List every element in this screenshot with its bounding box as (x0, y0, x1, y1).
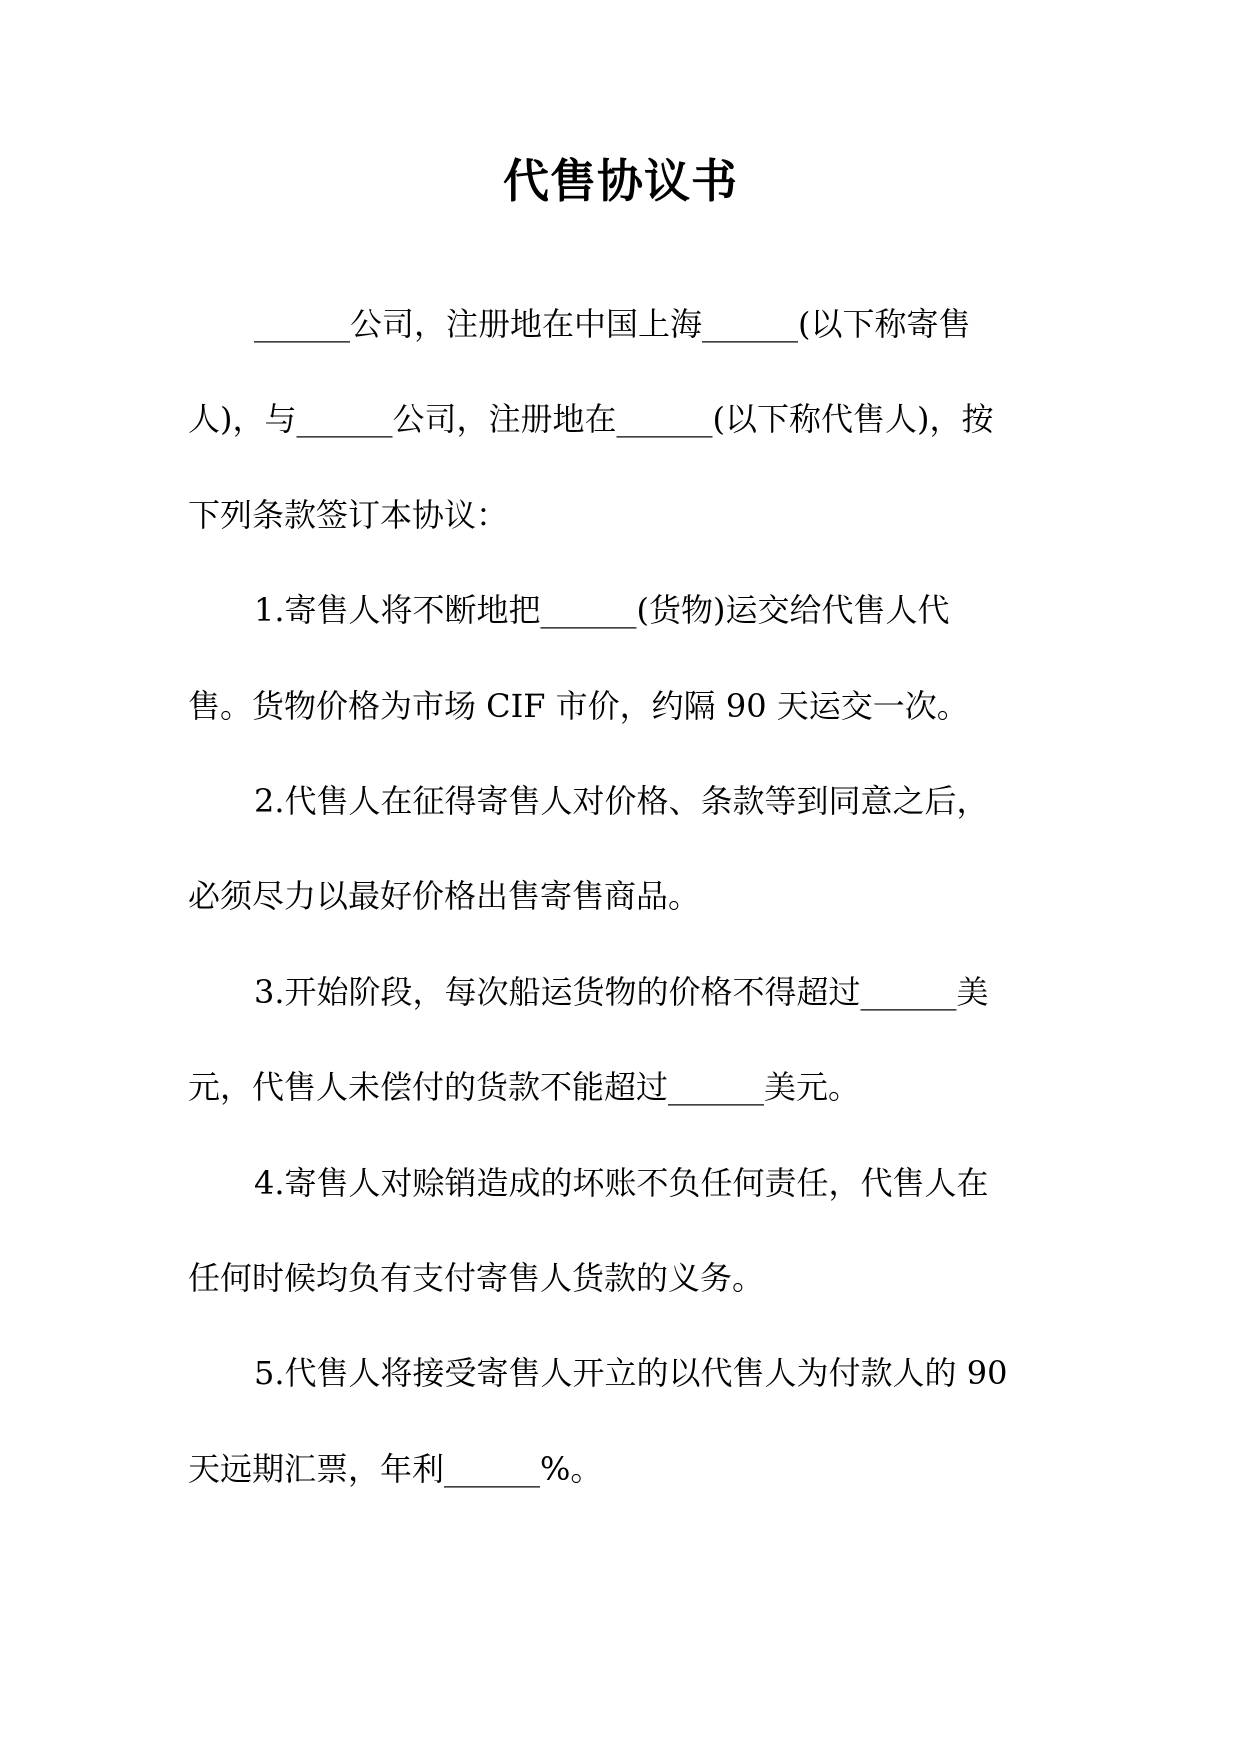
text-line: 人)，与______公司，注册地在______(以下称代售人)，按 (188, 400, 994, 439)
clause-3 (188, 945, 1058, 1136)
text-line: 1.寄售人将不断地把______(货物)运交给代售人代 (254, 591, 950, 630)
text-line: 5.代售人将接受寄售人开立的以代售人为付款人的 90 (254, 1354, 1008, 1393)
clause-1 (188, 563, 1058, 754)
paragraph-parties (188, 277, 1058, 563)
text-line: 2.代售人在征得寄售人对价格、条款等到同意之后， (254, 781, 989, 820)
text-line: 必须尽力以最好价格出售寄售商品。 (188, 877, 701, 916)
clause-2 (188, 754, 1058, 945)
text-line: 售。货物价格为市场 CIF 市价，约隔 90 天运交一次。 (188, 686, 969, 725)
clause-5 (188, 1326, 1058, 1517)
text-line: 4.寄售人对赊销造成的坏账不负任何责任，代售人在 (254, 1163, 989, 1202)
text-line: ______公司，注册地在中国上海______(以下称寄售 (254, 305, 971, 343)
document-body (188, 277, 1058, 1517)
text-line: 任何时候均负有支付寄售人货款的义务。 (188, 1258, 765, 1297)
text-line: 天远期汇票，年利______%。 (188, 1449, 603, 1488)
text-line: 元，代售人未偿付的货款不能超过______美元。 (188, 1068, 861, 1107)
document-title: 代售协议书 (503, 154, 738, 208)
text-line: 下列条款签订本协议： (188, 495, 509, 534)
clause-4 (188, 1136, 1058, 1327)
text-line: 3.开始阶段，每次船运货物的价格不得超过______美 (254, 972, 989, 1011)
